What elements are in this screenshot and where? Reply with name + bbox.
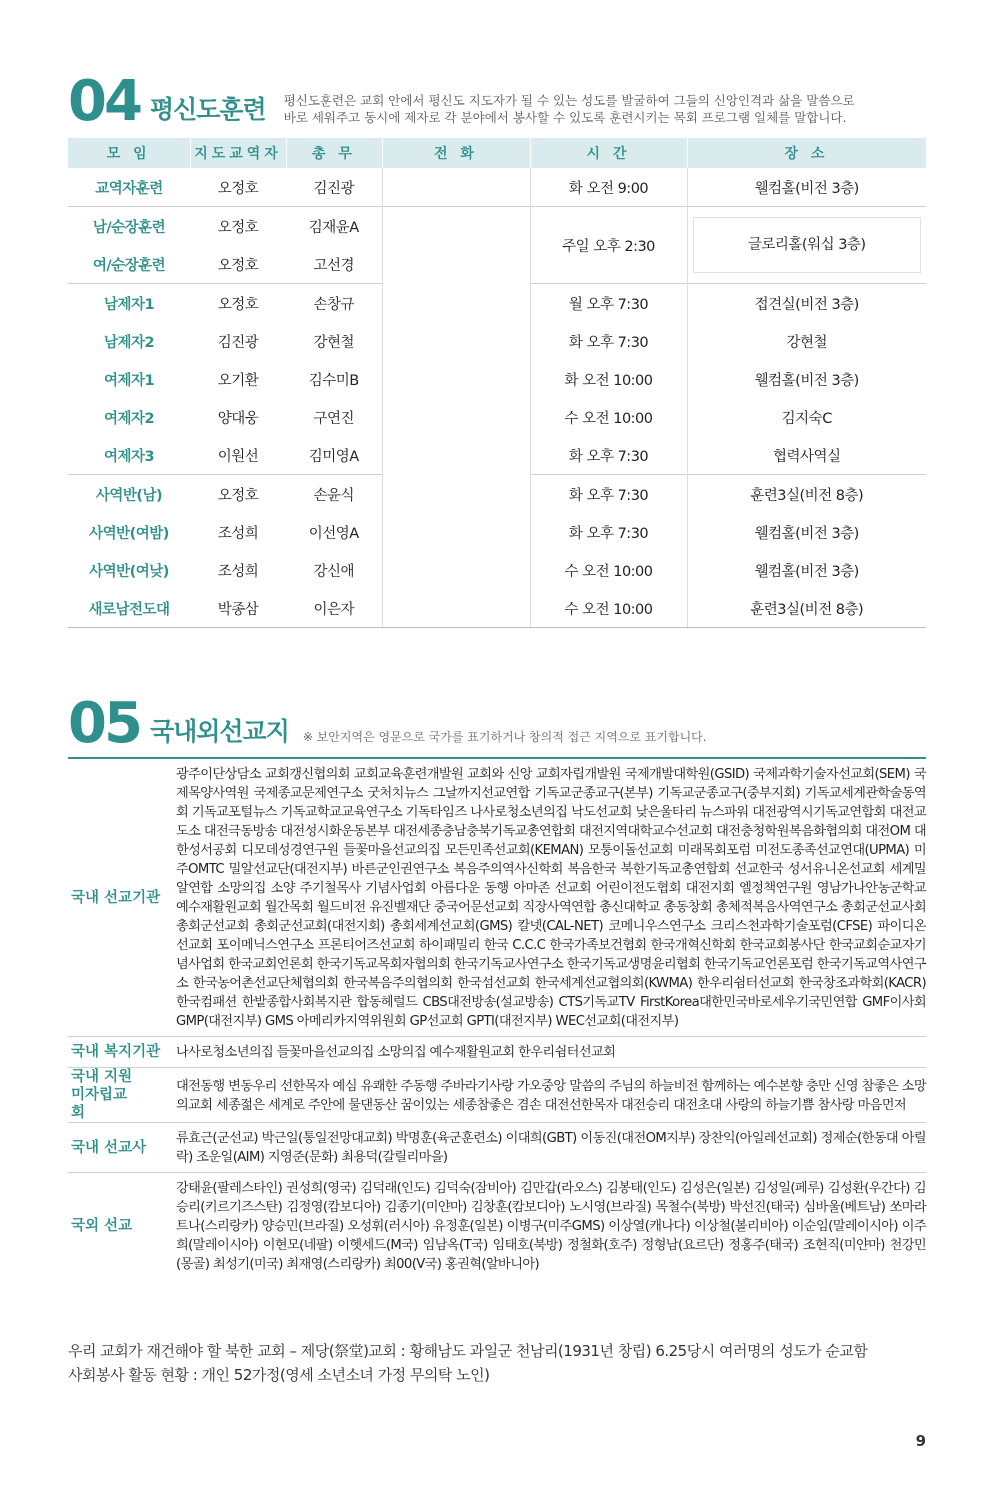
leader-name: 이원선 (217, 448, 259, 465)
place-cell: 웰컴홀(비전 3층) (687, 551, 926, 589)
time-cell: 수 오전 10:00 (530, 551, 687, 589)
time-cell: 화 오후 7:30 (530, 322, 687, 360)
section-note: ※ 보안지역은 영문으로 국가를 표기하거나 창의적 접근 지역으로 표기합니다. (302, 730, 707, 744)
mission-table (68, 757, 926, 1279)
leader-name: 조성희 (217, 525, 259, 542)
mission-row (68, 1173, 926, 1280)
row-text: 강태윤(팔레스타인) 권성희(영국) 김덕래(인도) 김덕숙(잠비아) 김만갑(라오스) 김봉태(인도) 김성은(일본) 김성일(페루) 김성환(우간다) 김승리(키르기즈스탄) 김정영(캄보디아) 김종기(미얀마) 김창훈(캄보디아) 노시영(브라질) 목철수(북방) 박선진(태국) 심바울(베트남) 쏘마라트나(스리랑카) 양승민(브라질) 오성휘(러시아) 유정훈(일본) 이병구(미주GMS) 이상열(캐나다) 이상철(볼리비아) 이순임(말레이시아) 이주희(말레이시아) 이현모(네팔) 이헷세드(M국) 임남옥(T국) 임태호(북방) 정철화(호주) 정형남(요르단) 정홍주(태국) 조현직(미얀마) 천강민(몽골) 최성기(미국) 최재영(스리랑카) 최00(V국) 홍권혁(알바니아) (168, 1173, 926, 1280)
place-cell: 협력사역실 (687, 436, 926, 475)
header-manager: 총 무 (286, 138, 382, 168)
time-cell: 화 오전 10:00 (530, 360, 687, 398)
section-05-header (68, 691, 707, 756)
place-cell: 훈련3실(비전 8층) (687, 589, 926, 628)
description-line: 평신도훈련은 교회 안에서 평신도 지도자가 될 수 있는 성도를 발굴하여 그들의 신앙인격과 삶을 말씀으로 (283, 93, 855, 108)
manager-name: 강현철 (313, 334, 355, 351)
time-cell: 화 오전 9:00 (530, 168, 687, 207)
row-label: 국내 선교사 (68, 1123, 168, 1173)
row-label: 국외 선교 (68, 1173, 168, 1280)
table-row (68, 168, 926, 207)
header-phone: 전 화 (382, 138, 530, 168)
manager-name: 김미영A (308, 448, 359, 465)
manager-name: 강신애 (313, 563, 355, 580)
table-header-row (68, 138, 926, 168)
mission-row (68, 1037, 926, 1068)
table-row (68, 207, 926, 246)
training-schedule-table (68, 138, 927, 628)
mission-row (68, 1068, 926, 1123)
meeting-name: 여제자2 (103, 410, 155, 427)
time-cell: 월 오후 7:30 (530, 284, 687, 323)
meeting-name: 교역자훈련 (95, 180, 163, 197)
row-text: 광주이단상담소 교회갱신협의회 교회교육훈련개발원 교회와 신앙 교회자립개발원 국제개발대학원(GSID) 국제과학기술자선교회(SEM) 국제목양사역원 국제종교문제연구소 굿처치뉴스 그날까지선교연합 기독교군종교구(본부) 기독교군종교구(중부지회) 기독교세계관학술동역회 기독교포털뉴스 기독교학교교육연구소 기독타임즈 나사로청소년의집 낙도선교회 낮은울타리 뉴스파워 대전광역시기독교연합회 대전교도소 대전극동방송 대전성시화운동본부 대전세종충남충북기독교총연합회 대전지역대학교수선교회 대전충청학원복음화협의회 대전OM 대한성서공회 디모데성경연구원 들꽃마을선교의집 모든민족선교회(KEMAN) 모퉁이돌선교회 미래목회포럼 미전도종족선교연대(UPMA) 미주OMTC 밀알선교단(대전지부) 바른군인권연구소 복음주의역사신학회 복음한국 북한기독교총연합회 선교한국 성서유니온선교회 세계밀알연합 소망의집 소양 주기철목사 기념사업회 아름다운 동행 아마존 선교회 어린이전도협회 대전지회 엘정책연구원 영남가나안농군학교 예수재활원교회 월간목회 월드비전 유진벨재단 중국어문선교회 직장사역연합 총신대학교 총동창회 총체적복음사역연구소 총회군선교사회 총회군선교회 총회군선교회(대전지회) 총회세계선교회(GMS) 칼넷(CAL-NET) 코메니우스연구소 크리스천과학기술포럼(CFSE) 파이디온선교회 포이메닉스연구소 프론티어즈선교회 하이패밀리 한국 C.C.C 한국가족보건협회 한국개혁신학회 한국교회봉사단 한국교회순교자기념사업회 한국교회언론회 한국기독교목회자협의회 한국기독교사연구소 한국기독교생명윤리협회 한국기독교언론포럼 한국기독교역사연구소 한국농어촌선교단체협의회 한국복음주의협의회 한국섬선교회 한국세계선교협의회(KWMA) 한우리쉼터선교회 한국창조과학회(KACR) 한국컴패션 한밭종합사회복지관 합동헤럴드 CBS대전방송(설교방송) CTS기독교TV FirstKorea대한민국바로세우기국민연합 GMF이사회 GMP(대전지부) GMS 아메리카지역위원회 GP선교회 GPTI(대전지부) WEC선교회(대전지부) (176, 767, 926, 1029)
section-number: 05 (68, 691, 140, 756)
manager-name: 김재윤A (286, 207, 382, 246)
leader-name: 오정호 (217, 257, 259, 274)
manager-name: 이은자 (286, 589, 382, 628)
table-row (68, 589, 926, 628)
manager-name: 고선경 (313, 257, 355, 274)
place-cell: 웰컴홀(비전 3층) (687, 360, 926, 398)
meeting-name: 사역반(여낮) (89, 563, 169, 580)
manager-name: 김진광 (313, 180, 355, 197)
manager-name: 구연진 (313, 410, 355, 427)
leader-name: 오정호 (190, 284, 286, 323)
place-cell (687, 207, 926, 284)
leader-name: 양대웅 (217, 410, 259, 427)
leader-name: 오정호 (190, 475, 286, 514)
leader-name: 조성희 (217, 563, 259, 580)
section-04-header (68, 69, 855, 134)
section-description (284, 92, 855, 126)
row-text: 나사로청소년의집 들꽃마을선교의집 소망의집 예수재활원교회 한우리쉼터선교회 (168, 1037, 926, 1068)
leader-name: 박종삼 (190, 589, 286, 628)
section-title: 평신도훈련 (149, 95, 266, 124)
place-cell: 훈련3실(비전 8층) (687, 475, 926, 514)
leader-name: 오정호 (190, 207, 286, 246)
mission-row (68, 1123, 926, 1173)
row-text: 대전동행 변동우리 선한목자 예심 유쾌한 주동행 주바라기사랑 가오중앙 말씀의 주님의 하늘비전 함께하는 예수본향 충만 신영 참좋은 소망의교회 세종젊은 세계로 주안에 물댄동산 꿈이있는 세종참좋은 겸손 대전선한목자 대전승리 대전초대 사랑의 하늘기쁨 참사랑 마음먼저 (168, 1068, 926, 1123)
manager-name: 이선영A (308, 525, 359, 542)
time-cell: 수 오전 10:00 (530, 589, 687, 628)
row-label: 국내 지원 미자립교회 (68, 1068, 168, 1123)
section-number: 04 (68, 69, 140, 134)
meeting-name: 남제자1 (68, 284, 190, 323)
place-cell: 웰컴홀(비전 3층) (687, 513, 926, 551)
page-number: 9 (915, 1432, 926, 1450)
meeting-name: 사역반(여밤) (89, 525, 169, 542)
manager-name: 손창규 (286, 284, 382, 323)
row-label: 국내 선교기관 (71, 889, 161, 906)
meeting-name: 여/순장훈련 (92, 257, 166, 274)
time-cell: 수 오전 10:00 (530, 398, 687, 436)
phone-cell (382, 168, 530, 207)
header-place: 장 소 (687, 138, 926, 168)
header-leader: 지도교역자 (190, 138, 286, 168)
section-title: 국내외선교지 (149, 717, 289, 746)
row-label: 국내 복지기관 (68, 1037, 168, 1068)
meeting-name: 여제자1 (103, 372, 155, 389)
time-cell: 화 오후 7:30 (530, 436, 687, 475)
header-meeting: 모 임 (68, 138, 190, 168)
place-cell: 접견실(비전 3층) (687, 284, 926, 323)
meeting-name: 남제자2 (103, 334, 155, 351)
phone-cell (382, 207, 530, 590)
manager-name: 김수미B (308, 372, 359, 389)
time-cell: 주일 오후 2:30 (530, 207, 687, 284)
time-cell: 화 오후 7:30 (530, 475, 687, 514)
description-line: 바로 세워주고 동시에 제자로 각 분야에서 봉사할 수 있도록 훈련시키는 목회 프로그램 일체를 말합니다. (283, 110, 847, 125)
meeting-name: 여제자3 (103, 448, 155, 465)
row-text: 류효근(군선교) 박근일(통일전망대교회) 박명훈(육군훈련소) 이대희(GBT) 이동진(대전OM지부) 장찬익(아일레선교회) 정제순(한동대 아릴락) 조운일(AIM) 지영준(문화) 최용덕(갈릴리마을) (168, 1123, 926, 1173)
meeting-name: 남/순장훈련 (68, 207, 190, 246)
mission-row (68, 758, 926, 1037)
place-cell: 강현철 (687, 322, 926, 360)
footer-north-korea-church: 우리 교회가 재건해야 할 북한 교회 – 제당(祭堂)교회 : 황해남도 과일군 천남리(1931년 창립) 6.25당시 여러명의 성도가 순교함 (68, 1342, 868, 1360)
leader-name: 김진광 (217, 334, 259, 351)
header-time: 시 간 (530, 138, 687, 168)
time-cell: 화 오후 7:30 (530, 513, 687, 551)
leader-name: 오정호 (217, 180, 259, 197)
place-cell: 김지숙C (687, 398, 926, 436)
place-text: 글로리홀(워십 3층) (693, 217, 921, 273)
footer-social-service: 사회봉사 활동 현황 : 개인 52가정(영세 소년소녀 가정 무의탁 노인) (68, 1366, 490, 1384)
manager-name: 손윤식 (286, 475, 382, 514)
place-cell: 웰컴홀(비전 3층) (687, 168, 926, 207)
meeting-name: 사역반(남) (68, 475, 190, 514)
leader-name: 오기환 (217, 372, 259, 389)
phone-cell (382, 589, 530, 628)
meeting-name: 새로남전도대 (68, 589, 190, 628)
